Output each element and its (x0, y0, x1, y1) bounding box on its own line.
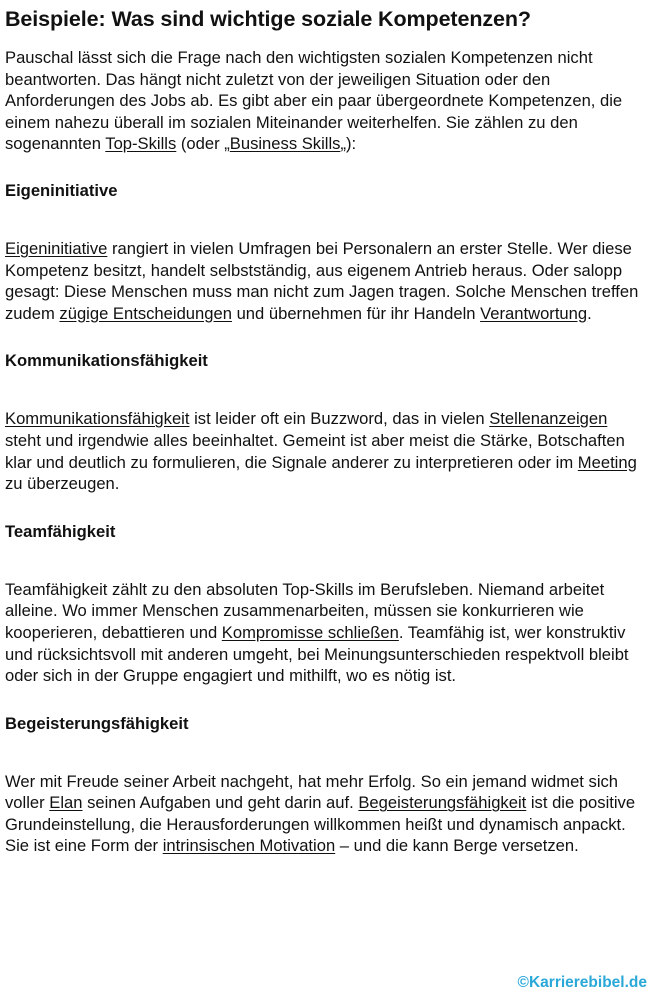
intro-paragraph (5, 47, 647, 155)
paragraph-text: seinen Aufgaben und geht darin auf. (82, 793, 359, 813)
heading-eigeninitiative: Eigeninitiative (5, 180, 118, 200)
paragraph-teamfaehigkeit (5, 579, 647, 687)
paragraph-text: – und die kann Berge versetzen. (335, 836, 579, 856)
paragraph-text: ist leider oft ein Buzzword, das in vielen (189, 409, 490, 429)
paragraph-text: . Teamfähig ist, wer konstruktiv und rücksichtsvoll mit anderen umgeht, bei Meinungsunterschieden respektvoll bleibt oder sich in der Gruppe engagiert und mithilft, wo es nötig ist. (5, 622, 629, 686)
page-title: Beispiele: Was sind wichtige soziale Kompetenzen? (5, 7, 531, 31)
link-begeisterungsfaehigkeit[interactable]: Begeisterungsfähigkeit (358, 793, 527, 813)
article (5, 0, 647, 857)
link-zuegige-entscheidungen[interactable]: zügige Entscheidungen (59, 303, 232, 323)
paragraph-text: ist die positive Grundeinstellung, die Herausforderungen willkommen heißt und dynamisch anpackt. Sie ist eine Form der (5, 793, 636, 856)
paragraph-begeisterungsfaehigkeit (5, 771, 647, 857)
paragraph-eigeninitiative (5, 238, 647, 324)
heading-teamfaehigkeit: Teamfähigkeit (5, 521, 116, 541)
heading-begeisterungsfaehigkeit: Begeisterungsfähigkeit (5, 713, 189, 733)
link-business-skills[interactable]: Business Skills (229, 134, 341, 154)
paragraph-text: rangiert in vielen Umfragen bei Personalern an erster Stelle. Wer diese Kompetenz besitzt, handelt selbstständig, aus eigenem Antrieb heraus. Oder salopp gesagt: Diese Menschen muss man nicht zum Jagen tragen. Solche Menschen treffen zudem (5, 238, 639, 323)
link-verantwortung[interactable]: Verantwortung (480, 303, 588, 323)
heading-kommunikationsfaehigkeit: Kommunikationsfähigkeit (5, 351, 208, 371)
intro-text: Pauschal lässt sich die Frage nach den wichtigsten sozialen Kompetenzen nicht beantworten. Das hängt nicht zuletzt von der jeweiligen Situation oder den Anforderungen des Jobs ab. Es gibt aber ein paar übergeordnete Kompetenzen, die einem nahezu überall im sozialen Miteinander weiterhelfen. Sie zählen zu den sogenannten (5, 48, 623, 154)
link-eigeninitiative[interactable]: Eigeninitiative (5, 238, 108, 258)
intro-text: (oder „ (176, 134, 230, 154)
link-intrinsische-motivation[interactable]: intrinsischen Motivation (162, 836, 336, 856)
intro-text: „): (340, 134, 357, 154)
link-elan[interactable]: Elan (49, 793, 83, 813)
paragraph-text: Teamfähigkeit zählt zu den absoluten Top-Skills im Berufsleben. Niemand arbeitet alleine. Wo immer Menschen zusammenarbeiten, müssen sie konkurrieren wie kooperieren, debattieren und (5, 579, 605, 642)
paragraph-text: steht und irgendwie alles beeinhaltet. Gemeint ist aber meist die Stärke, Botschaften klar und deutlich zu formulieren, die Signale anderer zu interpretieren oder im (5, 430, 625, 472)
link-top-skills[interactable]: Top-Skills (105, 134, 177, 154)
paragraph-text: Wer mit Freude seiner Arbeit nachgeht, hat mehr Erfolg. So ein jemand widmet sich voller (5, 771, 619, 813)
paragraph-kommunikationsfaehigkeit (5, 408, 647, 494)
paragraph-text: zu überzeugen. (5, 474, 120, 494)
link-stellenanzeigen[interactable]: Stellenanzeigen (489, 409, 608, 429)
link-kommunikationsfaehigkeit[interactable]: Kommunikationsfähigkeit (5, 409, 190, 429)
paragraph-text: und übernehmen für ihr Handeln (231, 303, 481, 323)
link-kompromisse-schliessen[interactable]: Kompromisse schließen (221, 622, 399, 642)
watermark: ©Karrierebibel.de (517, 974, 647, 991)
link-meeting[interactable]: Meeting (577, 452, 637, 472)
paragraph-text: . (587, 303, 592, 323)
